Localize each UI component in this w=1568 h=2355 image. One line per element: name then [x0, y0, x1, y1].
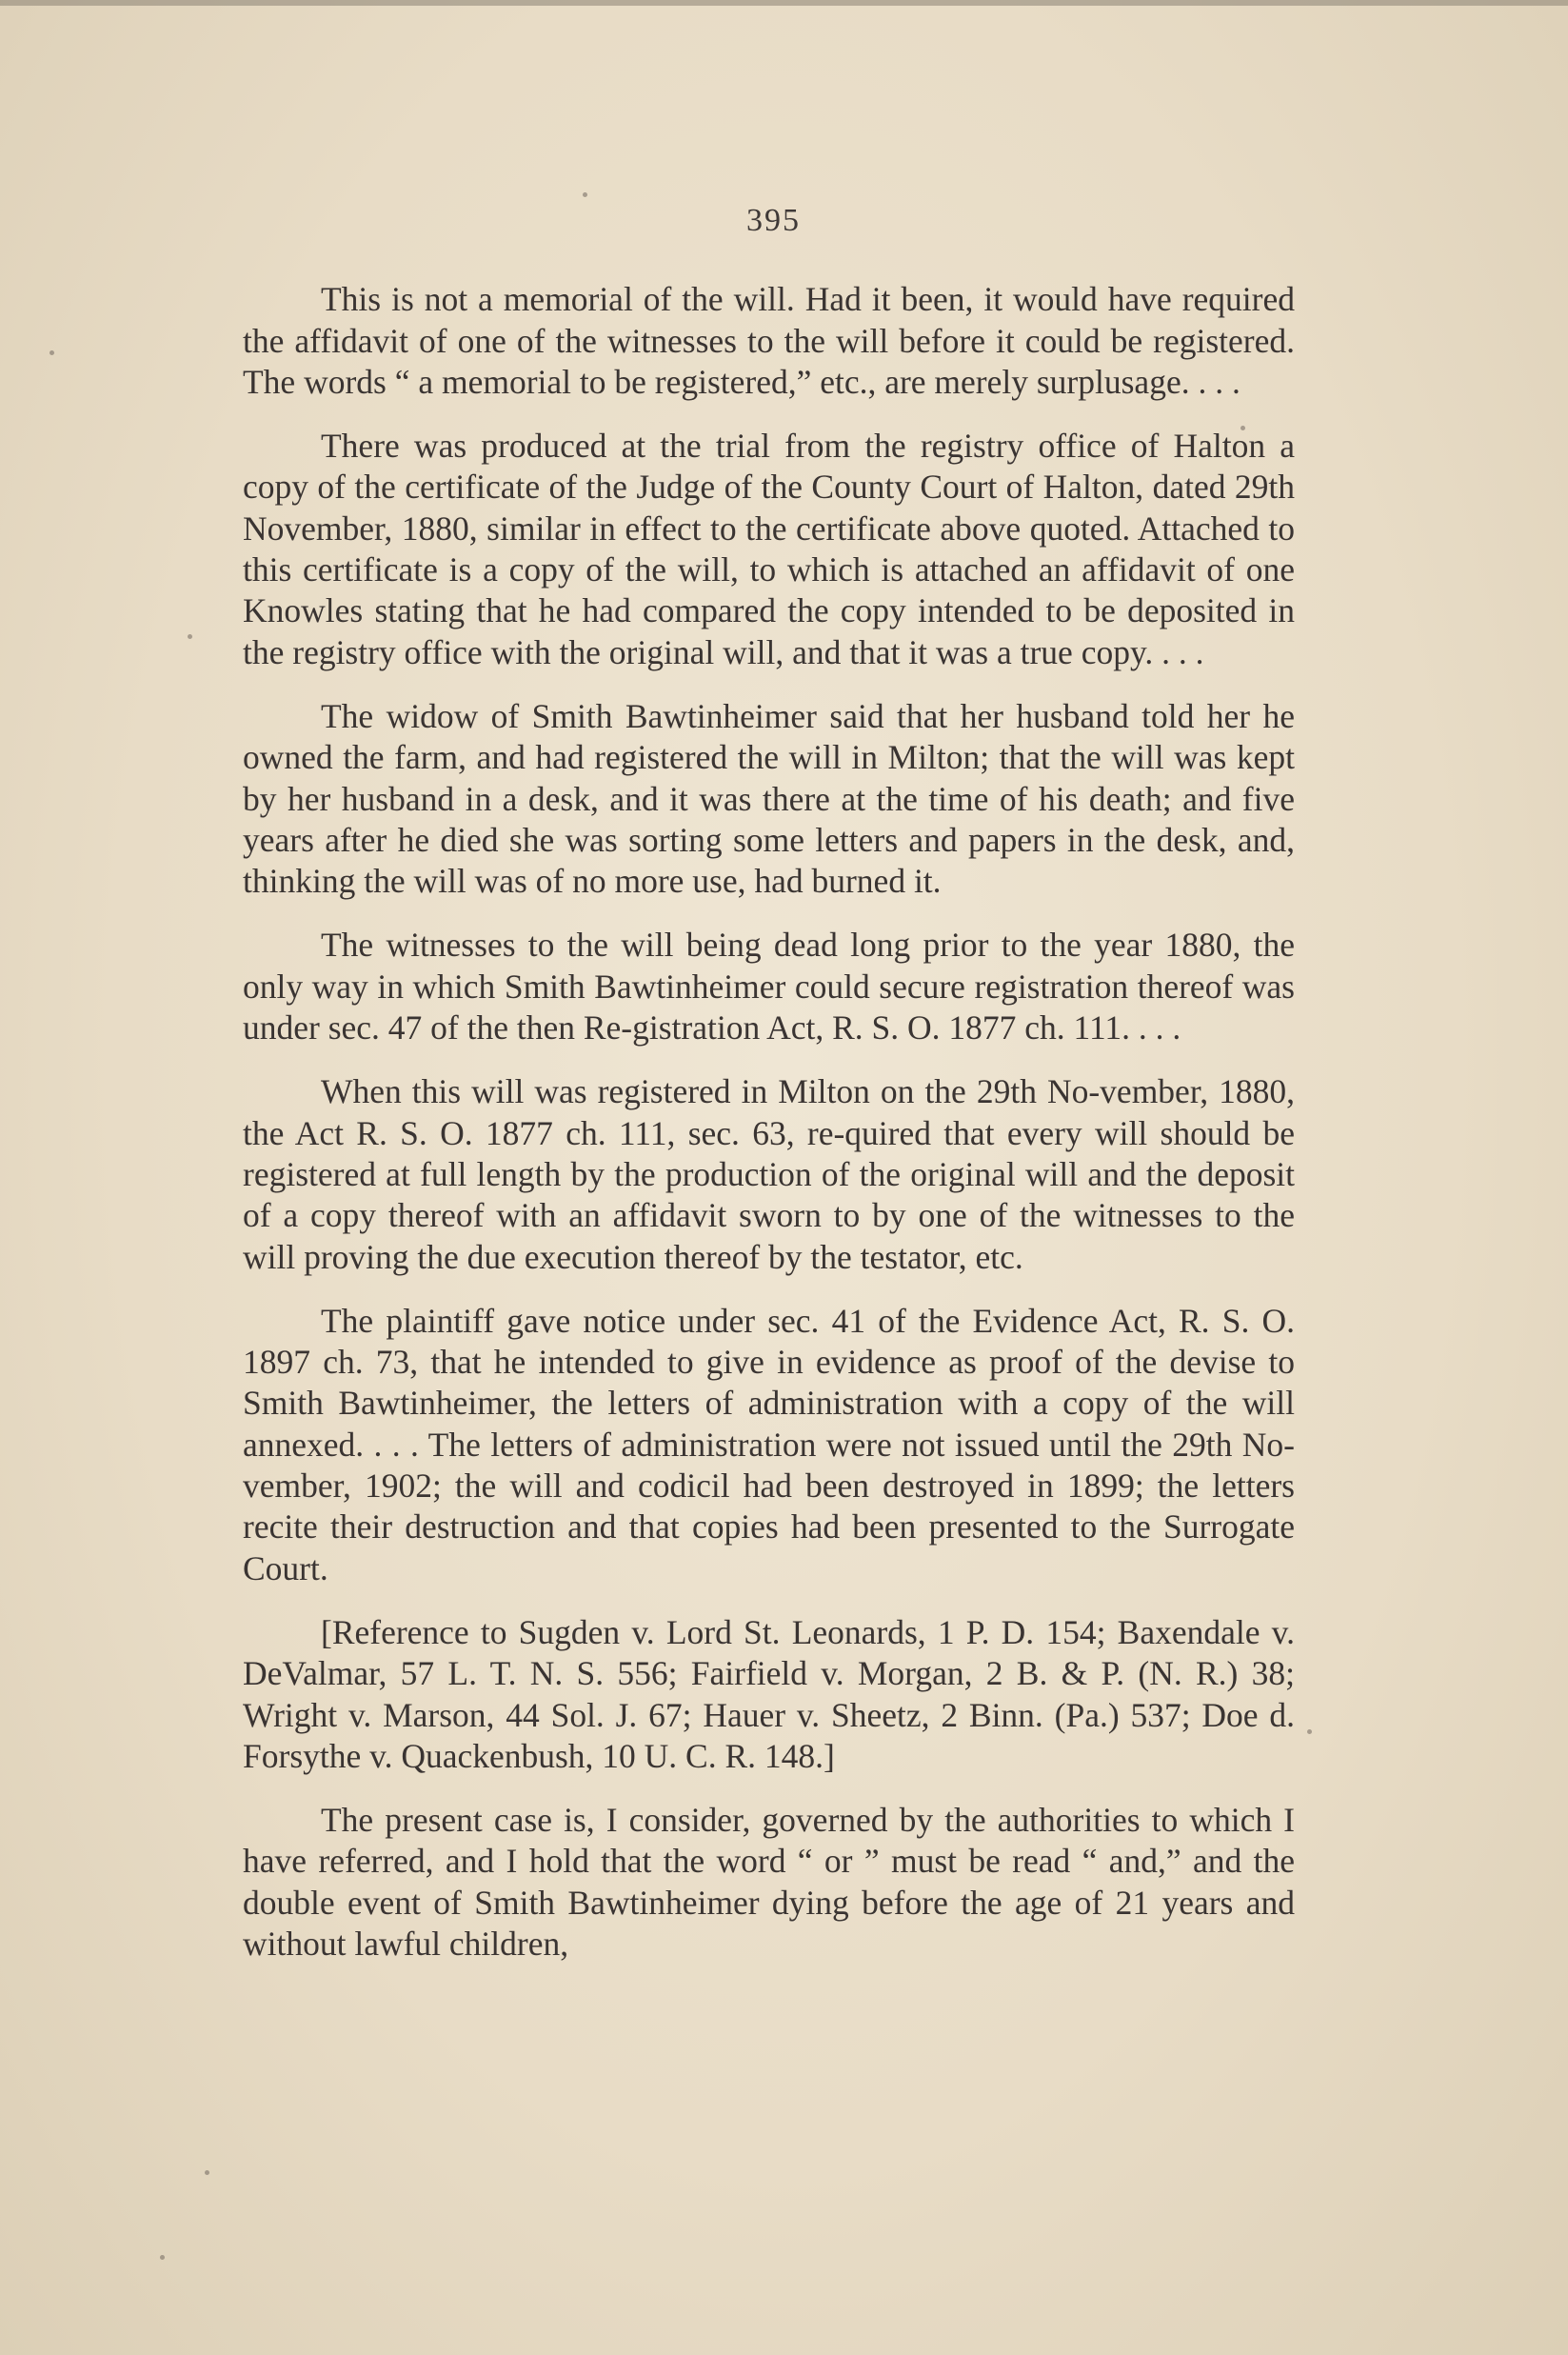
- paragraph: The present case is, I consider, governed by the authorities to which I have referred, and I hold that the word “ or ” must be read “ and,” and the double event of Smith Bawtinheimer dying before the age of 21 years and without lawful children,: [243, 1801, 1295, 1963]
- paragraph: When this will was registered in Milton on the 29th No-vember, 1880, the Act R. S. O. 1877 ch. 111, sec. 63, re-quired that every will should be registered at full length by the production of the original will and the deposit of a copy thereof with an affidavit sworn to by one of the witnesses to the will proving the due execution thereof by the testator, etc.: [243, 1072, 1295, 1276]
- page-top-edge: [0, 0, 1568, 6]
- paragraph: [Reference to Sugden v. Lord St. Leonards, 1 P. D. 154; Baxendale v. DeValmar, 57 L. T. N. S. 556; Fairfield v. Morgan, 2 B. & P. (N. R.) 38; Wright v. Marson, 44 Sol. J. 67; Hauer v. Sheetz, 2 Binn. (Pa.) 537; Doe d. Forsythe v. Quackenbush, 10 U. C. R. 148.]: [243, 1612, 1295, 1775]
- paper-speck: [205, 2170, 209, 2175]
- paragraph: There was produced at the trial from the registry office of Halton a copy of the certificate of the Judge of the County Court of Halton, dated 29th November, 1880, similar in effect to the certificate above quoted. Attached to this certificate is a copy of the will, to which is attached an affidavit of one Knowles stating that he had compared the copy intended to be deposited in the registry office with the original will, and that it was a true copy. . . .: [243, 427, 1295, 671]
- page-text: [243, 200, 1295, 1987]
- paragraph: The plaintiff gave notice under sec. 41 of the Evidence Act, R. S. O. 1897 ch. 73, that he intended to give in evidence as proof of the devise to Smith Bawtinheimer, the letters of administration with a copy of the will annexed. . . . The letters of administration were not issued until the 29th No-vember, 1902; the will and codicil had been destroyed in 1899; the letters recite their destruction and that copies had been presented to the Surrogate Court.: [243, 1301, 1295, 1587]
- paragraph: The witnesses to the will being dead long prior to the year 1880, the only way in which Smith Bawtinheimer could secure registration thereof was under sec. 47 of the then Re-gistration Act, R. S. O. 1877 ch. 111. . . .: [243, 926, 1295, 1048]
- page-number: 395: [746, 203, 801, 238]
- paper-speck: [188, 634, 192, 639]
- paper-speck: [50, 350, 54, 355]
- paper-speck: [1307, 1729, 1312, 1734]
- paragraph: The widow of Smith Bawtinheimer said that her husband told her he owned the farm, and had registered the will in Milton; that the will was kept by her husband in a desk, and it was there at the time of his death; and five years after he died she was sorting some letters and papers in the desk, and, thinking the will was of no more use, had burned it.: [243, 696, 1295, 901]
- paper-speck: [160, 2255, 165, 2260]
- paper-speck: [583, 192, 587, 197]
- paragraph: This is not a memorial of the will. Had it been, it would have required the affidavit of one of the witnesses to the will before it could be registered. The words “ a memorial to be registered,” etc., are merely surplusage. . . .: [243, 280, 1295, 401]
